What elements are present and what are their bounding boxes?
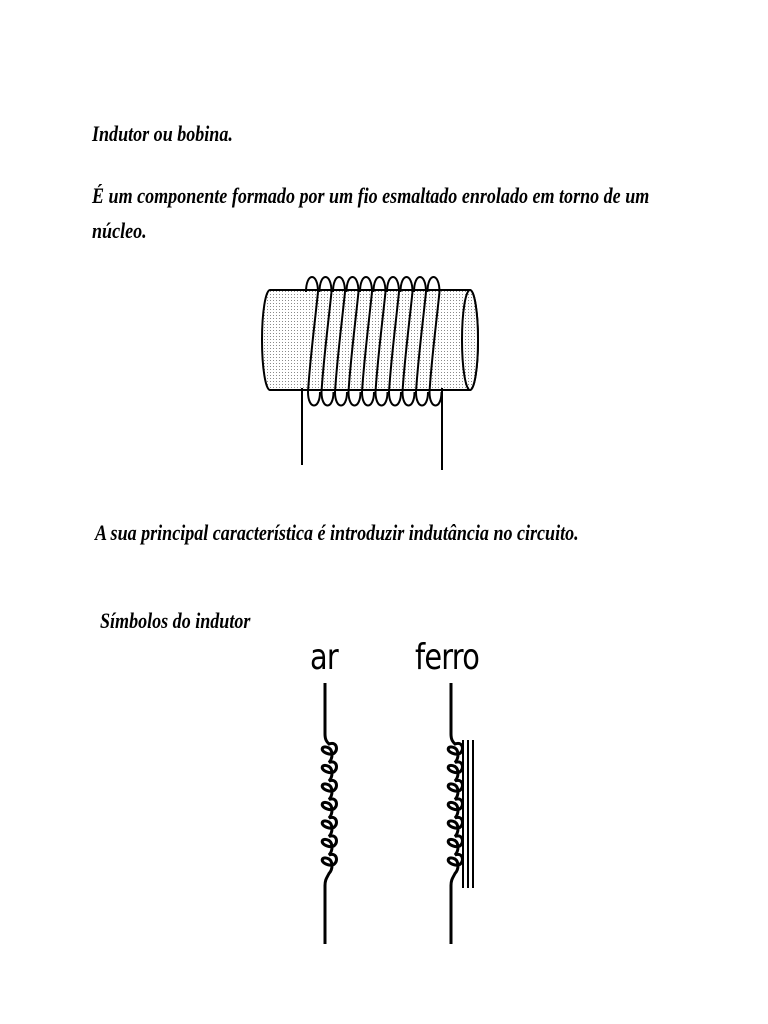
inductor-coil-path [448,683,462,944]
iron-core-bars [463,740,473,888]
feature-text: A sua principal característica é introduzir indutância no circuito. [95,520,579,545]
iron-core-inductor-symbol [448,683,462,944]
iron-core-label: ferro [415,637,480,678]
inductor-coil-path [322,683,336,944]
air-core-label: ar [310,637,338,678]
definition-text-line-1: É um componente formado por um fio esmaltado enrolado em torno de um [92,183,650,208]
page-title: Indutor ou bobina. [92,121,233,146]
symbols-heading: Símbolos do indutor [100,608,251,633]
air-core-inductor-symbol [322,683,336,944]
definition-text-line-2: núcleo. [92,218,147,243]
